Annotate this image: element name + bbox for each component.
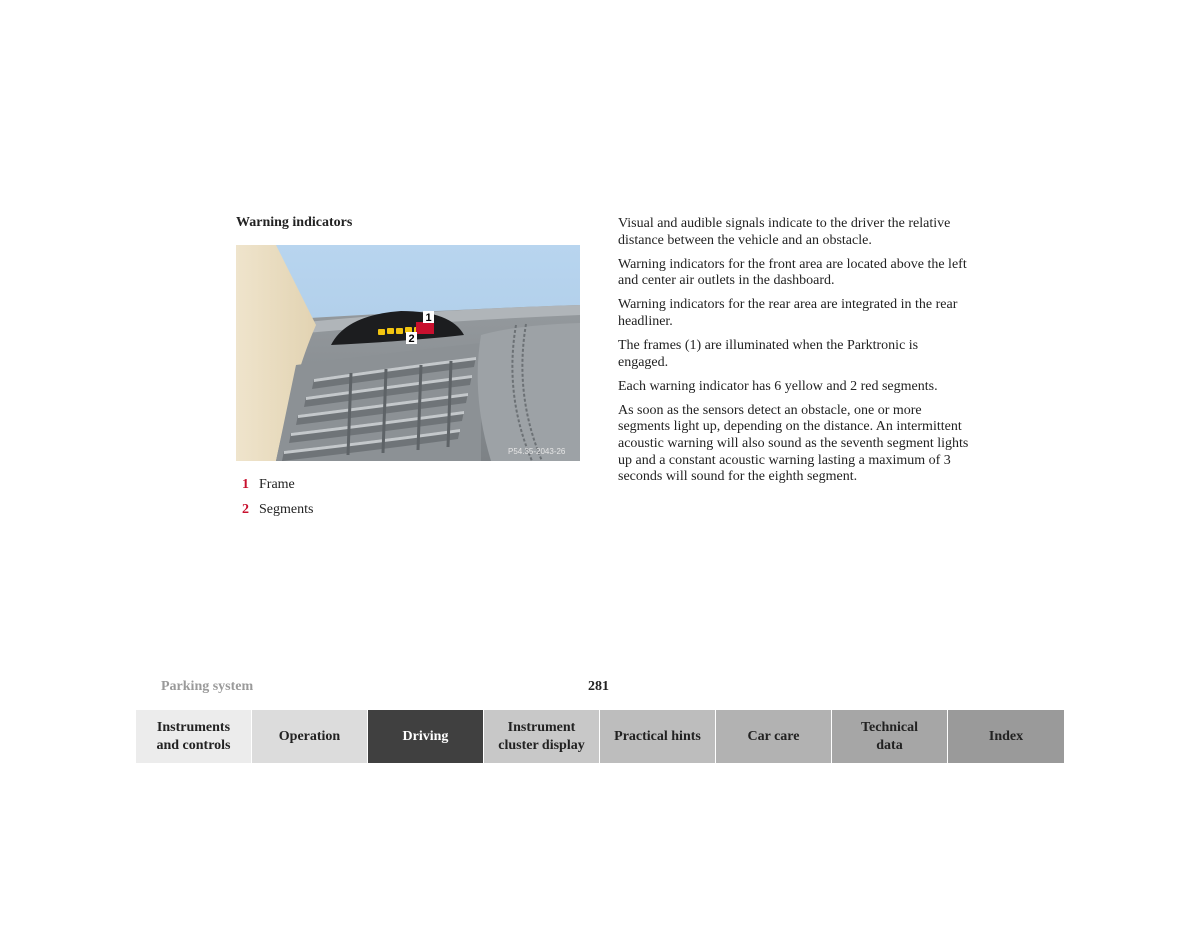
tab-label: Practical hints <box>614 728 701 744</box>
tab-label: Car care <box>747 728 800 744</box>
tab-label: and controls <box>156 737 231 753</box>
tab-label: Instruments <box>156 719 231 735</box>
tab-instrument-cluster-display[interactable] <box>484 710 600 763</box>
callout-1 <box>423 311 434 324</box>
legend-number: 2 <box>242 502 249 517</box>
tab-label: cluster display <box>498 737 585 753</box>
paragraph: Each warning indicator has 6 yellow and 2 red segments. <box>618 378 938 394</box>
tab-driving[interactable] <box>368 710 484 763</box>
tab-car-care[interactable] <box>716 710 832 763</box>
paragraph: As soon as the sensors detect an obstacle, one or more segments light up, depending on the distance. An intermittent acoustic warning will also sound as the seventh segment lights up and a constant acoustic warning lasting a maximum of 3 seconds will sound for the eighth segment. <box>618 402 969 485</box>
tab-label: Driving <box>402 728 449 744</box>
legend-label: Segments <box>259 502 314 517</box>
tab-instruments-and-controls[interactable] <box>136 710 252 763</box>
tab-practical-hints[interactable] <box>600 710 716 763</box>
callout-2 <box>406 332 417 345</box>
tab-operation[interactable] <box>252 710 368 763</box>
section-title: Warning indicators <box>236 215 353 230</box>
tab-label: Instrument <box>507 719 576 735</box>
paragraph: Warning indicators for the rear area are integrated in the rear headliner. <box>618 297 958 329</box>
tab-label: Index <box>988 728 1024 744</box>
paragraph: Visual and audible signals indicate to the driver the relative distance between the vehicle and an obstacle. <box>618 216 951 248</box>
figure-code: P54.35-2043-26 <box>508 447 566 456</box>
tab-technical-data[interactable] <box>832 710 948 763</box>
legend-label: Frame <box>259 477 295 492</box>
body-text <box>618 216 970 493</box>
legend-item <box>242 476 313 501</box>
legend-number: 1 <box>242 477 249 492</box>
svg-text:1: 1 <box>425 312 432 324</box>
tab-label: data <box>876 737 903 753</box>
chapter-tabs <box>136 710 1065 763</box>
legend-item <box>242 501 313 526</box>
tab-label: Operation <box>278 728 341 744</box>
tab-index[interactable] <box>948 710 1064 763</box>
dashboard-illustration <box>236 245 580 461</box>
footer-section-label: Parking system <box>161 679 254 694</box>
legend <box>242 476 313 526</box>
paragraph: The frames (1) are illuminated when the Parktronic is engaged. <box>618 338 919 370</box>
svg-text:2: 2 <box>408 333 415 345</box>
paragraph: Warning indicators for the front area are located above the left and center air outlets in the dashboard. <box>618 256 967 289</box>
page-number: 281 <box>588 679 609 694</box>
tab-label: Technical <box>860 719 919 735</box>
